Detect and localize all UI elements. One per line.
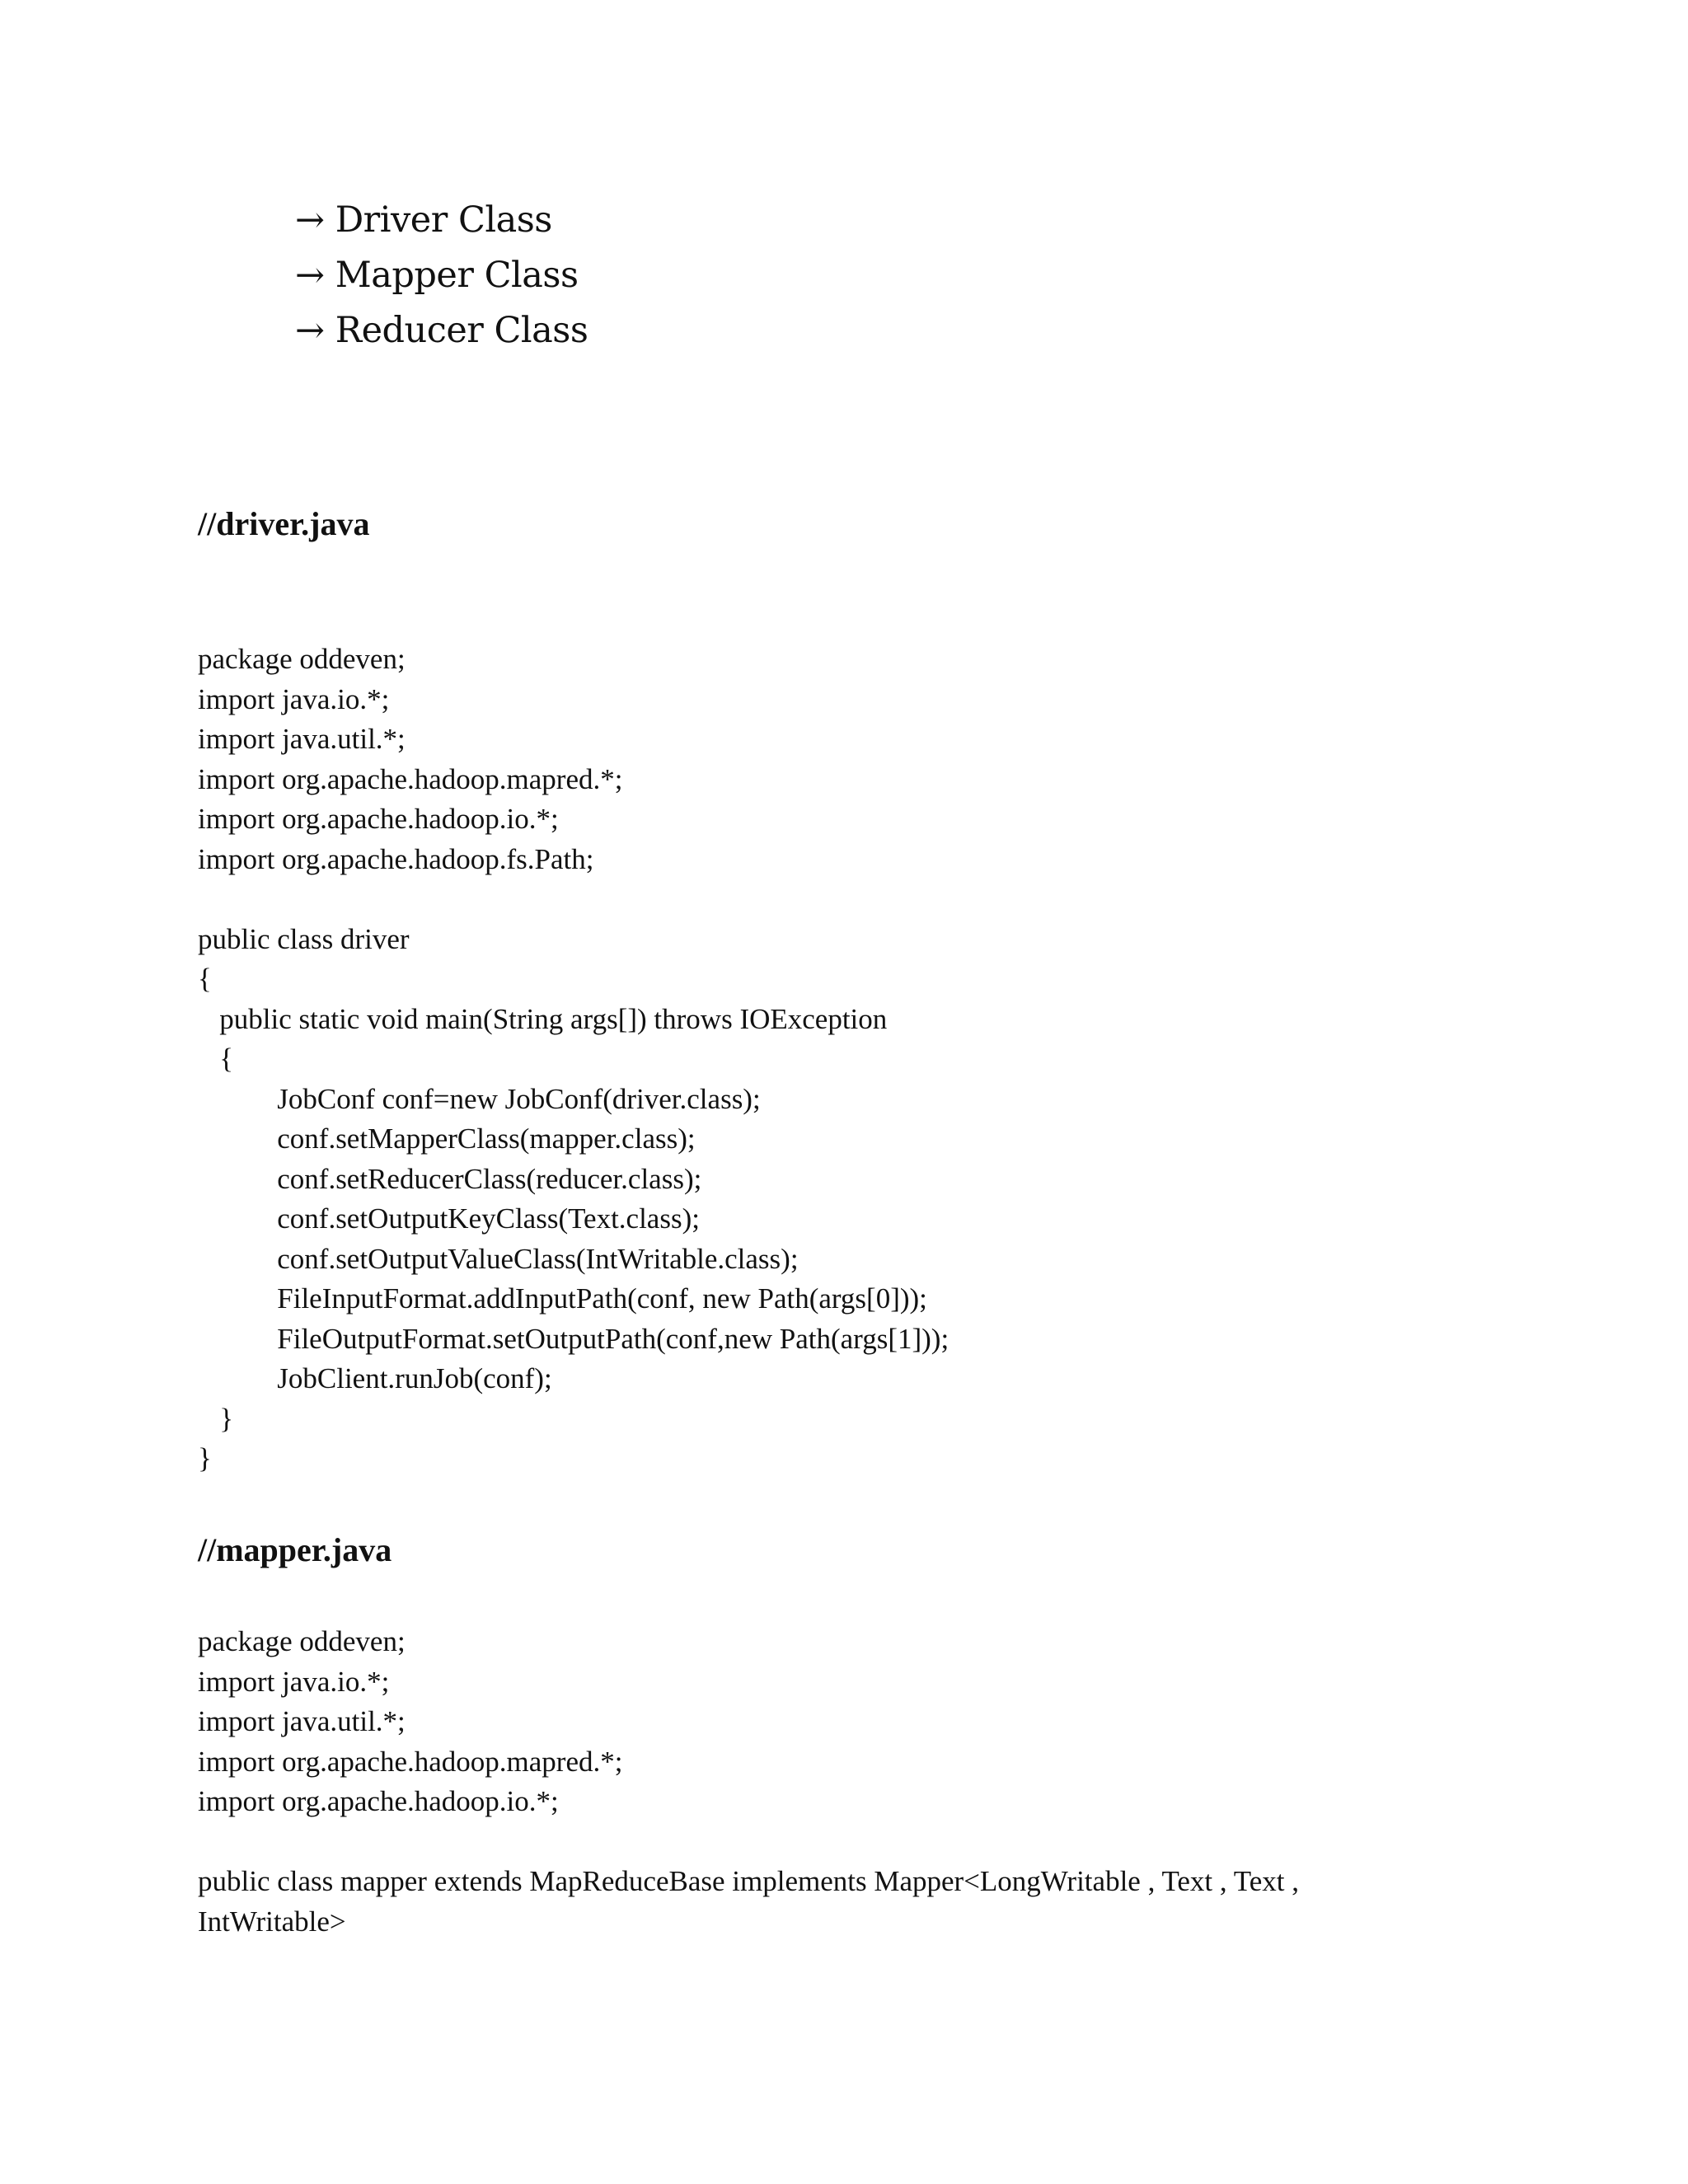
code-line: public class mapper extends MapReduceBase implements Mapper<LongWritable , Text , Text , [198,1865,1299,1897]
code-line: { [198,963,212,995]
code-line-blank [198,879,949,920]
code-line: import org.apache.hadoop.fs.Path; [198,842,594,875]
bullet-driver-class: → Driver Class [295,199,552,241]
bullet-reducer-class: → Reducer Class [295,310,588,351]
code-line: conf.setMapperClass(mapper.class); [198,1122,696,1155]
bullet-mapper-class: → Mapper Class [295,255,579,296]
code-line: import org.apache.hadoop.io.*; [198,803,559,835]
driver-code-block [198,640,949,1479]
driver-heading: //driver.java [198,505,370,542]
code-line: import org.apache.hadoop.io.*; [198,1785,559,1817]
code-line: JobConf conf=new JobConf(driver.class); [198,1082,761,1115]
code-line: FileOutputFormat.setOutputPath(conf,new Path(args[1])); [198,1322,950,1355]
code-line: } [198,1442,212,1474]
mapper-heading: //mapper.java [198,1531,392,1568]
code-line: } [198,1402,234,1435]
code-line: package oddeven; [198,1625,406,1657]
code-line: import java.io.*; [198,682,390,715]
code-line: FileInputFormat.addInputPath(conf, new Path(args[0])); [198,1282,927,1315]
code-line: import java.util.*; [198,1705,406,1737]
code-line: import java.io.*; [198,1665,390,1698]
code-line: public static void main(String args[]) throws IOException [198,1002,888,1035]
code-line: IntWritable> [198,1905,346,1938]
code-line: conf.setOutputKeyClass(Text.class); [198,1202,700,1235]
code-line: conf.setReducerClass(reducer.class); [198,1162,702,1195]
code-line: import java.util.*; [198,723,406,755]
code-line: import org.apache.hadoop.mapred.*; [198,762,623,795]
code-line: import org.apache.hadoop.mapred.*; [198,1745,623,1778]
code-line: conf.setOutputValueClass(IntWritable.class); [198,1242,799,1275]
code-line: { [198,1043,234,1075]
code-line: JobClient.runJob(conf); [198,1362,552,1394]
code-line-blank [198,1822,1299,1863]
code-line: public class driver [198,922,410,955]
mapper-code-block [198,1622,1299,1942]
code-line: package oddeven; [198,643,406,675]
